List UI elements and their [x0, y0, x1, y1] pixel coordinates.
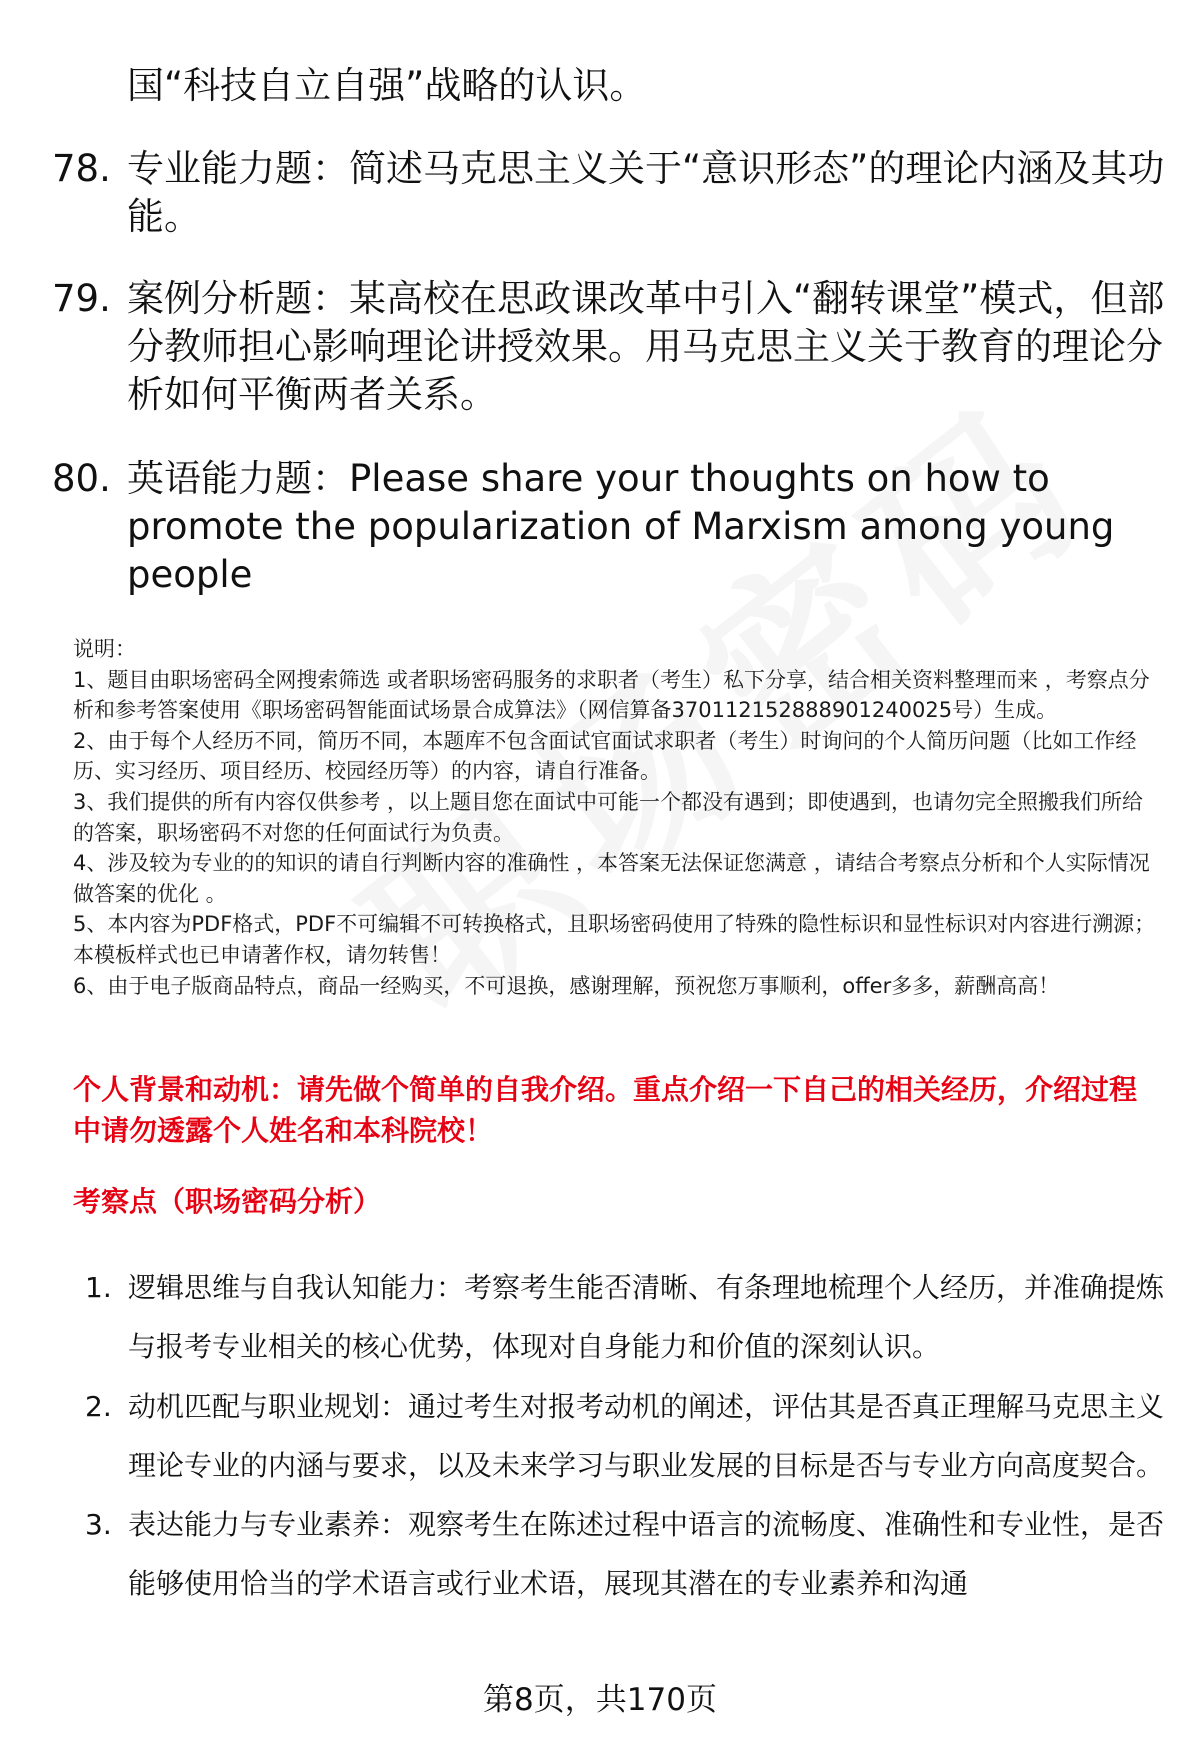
note-item: 3、我们提供的所有内容仅供参考 ，以上题目您在面试中可能一个都没有遇到；即使遇到，也请勿完全照搬我们所给的答案，职场密码不对您的任何面试行为负责。 [73, 789, 1144, 845]
note-item: 4、涉及较为专业的的知识的请自行判断内容的准确性 ，本答案无法保证您满意 ，请结合考察点分析和个人实际情况做答案的优化 。 [73, 851, 1150, 906]
point-number: 1. [85, 1271, 112, 1304]
point-text: 逻辑思维与自我认知能力：考察考生能否清晰、有条理地梳理个人经历，并准确提炼与报考专业相关的核心优势，体现对自身能力和价值的深刻认识。 [128, 1271, 1165, 1364]
question-number: 79. [52, 277, 111, 320]
point-number: 3. [85, 1508, 112, 1542]
question-continuation: 国“科技自立自强”战略的认识。 [127, 64, 647, 107]
question-text: 英语能力题：Please share your thoughts on how to promote the popularization of Marxism among young people [127, 457, 1115, 596]
question-text: 案例分析题：某高校在思政课改革中引入“翻转课堂”模式，但部分教师担心影响理论讲授效果。用马克思主义关于教育的理论分析如何平衡两者关系。 [127, 277, 1165, 416]
analysis-point [85, 1495, 1165, 1614]
point-text: 表达能力与专业素养：观察考生在陈述过程中语言的流畅度、准确性和专业性，是否能够使用恰当的学术语言或行业术语，展现其潜在的专业素养和沟通 [128, 1508, 1165, 1601]
page-footer: 第8页，共170页 [483, 1682, 717, 1718]
question-number: 80. [52, 457, 111, 500]
note-item: 5、本内容为PDF格式，PDF不可编辑不可转换格式，且职场密码使用了特殊的隐性标识和显性标识对内容进行溯源；本模板样式也已申请著作权，请勿转售！ [73, 912, 1156, 967]
note-item: 6、由于电子版商品特点，商品一经购买，不可退换，感谢理解，预祝您万事顺利，offer多多，薪酬高高！ [73, 973, 1060, 998]
analysis-points [85, 1258, 1165, 1614]
question-number: 78. [52, 147, 111, 190]
analysis-point [85, 1258, 1165, 1377]
question-text: 专业能力题：简述马克思主义关于“意识形态”的理论内涵及其功能。 [127, 147, 1165, 238]
notes-title: 说明： [73, 637, 136, 661]
note-item: 2、由于每个人经历不同，简历不同，本题库不包含面试官面试求职者（考生）时询问的个人简历问题（比如工作经历、实习经历、项目经历、校园经历等）的内容，请自行准备。 [73, 728, 1137, 784]
section-title: 个人背景和动机：请先做个简单的自我介绍。重点介绍一下自己的相关经历，介绍过程中请勿透露个人姓名和本科院校！ [73, 1073, 1138, 1147]
point-text: 动机匹配与职业规划：通过考生对报考动机的阐述，评估其是否真正理解马克思主义理论专业的内涵与要求，以及未来学习与职业发展的目标是否与专业方向高度契合。 [128, 1389, 1165, 1482]
analysis-point [85, 1377, 1165, 1496]
point-number: 2. [85, 1389, 112, 1423]
notes-block [73, 634, 1163, 1001]
note-item: 1、题目由职场密码全网搜索筛选 或者职场密码服务的求职者（考生）私下分享，结合相关资料整理而来 ，考察点分析和参考答案使用《职场密码智能面试场景合成算法》（网信算备370112152888901240025号）生成。 [73, 667, 1150, 723]
analysis-title: 考察点（职场密码分析） [73, 1185, 382, 1218]
